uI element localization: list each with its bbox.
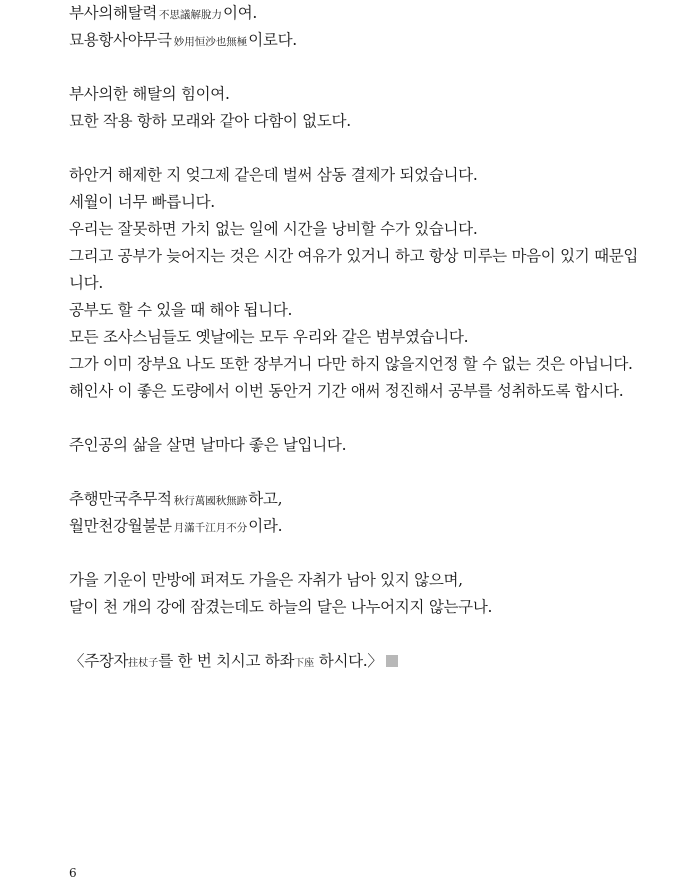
page-body bbox=[69, 0, 669, 675]
verse-line bbox=[69, 27, 669, 54]
sermon-line: 니다. bbox=[69, 274, 103, 292]
verse-ending: 이로다. bbox=[248, 31, 297, 49]
verse-hanja: 秋行萬國秋無跡 bbox=[173, 495, 248, 507]
verse-line bbox=[69, 513, 669, 540]
sermon-line: 그리고 공부가 늦어지는 것은 시간 여유가 있거니 하고 항상 미루는 마음이 있기 때문입 bbox=[69, 247, 639, 265]
verse-korean: 추행만국추무적 bbox=[69, 490, 172, 508]
verse-korean: 묘용항사야무극 bbox=[69, 31, 172, 49]
verse-hanja: 不思議解脫力 bbox=[159, 9, 223, 21]
sermon-line: 하안거 해제한 지 엊그제 같은데 벌써 삼동 결제가 되었습니다. bbox=[69, 166, 478, 184]
end-mark-icon bbox=[386, 655, 398, 667]
verse-ending: 이라. bbox=[248, 517, 283, 535]
sermon-line: 그가 이미 장부요 나도 또한 장부거니 다만 하지 않을지언정 할 수 없는 것은 아닙니다. bbox=[69, 355, 633, 373]
paragraph-gap bbox=[69, 459, 669, 486]
closing-close: 하시다.〉 bbox=[314, 652, 383, 670]
paragraph-gap bbox=[69, 405, 669, 432]
verse-ending: 하고, bbox=[248, 490, 283, 508]
closing-hanja: 拄杖子 bbox=[128, 658, 159, 669]
closing-mid: 를 한 번 치시고 하좌 bbox=[158, 652, 295, 670]
translation-line: 달이 천 개의 강에 잠겼는데도 하늘의 달은 나누어지지 않는구나. bbox=[69, 598, 493, 616]
verse-korean: 부사의해탈력 bbox=[69, 4, 158, 22]
sermon-line: 세월이 너무 빠릅니다. bbox=[69, 193, 215, 211]
paragraph-gap bbox=[69, 54, 669, 81]
verse-hanja: 月滿千江月不分 bbox=[173, 522, 248, 534]
verse-ending: 이여. bbox=[223, 4, 258, 22]
translation-line: 가을 기운이 만방에 퍼져도 가을은 자취가 남아 있지 않으며, bbox=[69, 571, 463, 589]
verse-hanja: 妙用恒沙也無極 bbox=[173, 36, 248, 48]
translation-line: 묘한 작용 항하 모래와 같아 다함이 없도다. bbox=[69, 112, 351, 130]
closing-line bbox=[69, 648, 669, 675]
page-number: 6 bbox=[69, 866, 77, 880]
verse-line bbox=[69, 0, 669, 27]
translation-line: 부사의한 해탈의 힘이여. bbox=[69, 85, 230, 103]
closing-hanja: 下座 bbox=[294, 658, 315, 669]
closing-open: 〈주장자 bbox=[69, 652, 129, 670]
verse-line bbox=[69, 486, 669, 513]
paragraph-gap bbox=[69, 621, 669, 648]
sermon-line: 공부도 할 수 있을 때 해야 됩니다. bbox=[69, 301, 293, 319]
paragraph-gap bbox=[69, 540, 669, 567]
sermon-line: 우리는 잘못하면 가치 없는 일에 시간을 낭비할 수가 있습니다. bbox=[69, 220, 478, 238]
sermon-line: 모든 조사스님들도 옛날에는 모두 우리와 같은 범부였습니다. bbox=[69, 328, 469, 346]
paragraph-gap bbox=[69, 135, 669, 162]
saying-line: 주인공의 삶을 살면 날마다 좋은 날입니다. bbox=[69, 436, 347, 454]
verse-korean: 월만천강월불분 bbox=[69, 517, 172, 535]
sermon-line: 해인사 이 좋은 도량에서 이번 동안거 기간 애써 정진해서 공부를 성취하도록 합시다. bbox=[69, 382, 624, 400]
